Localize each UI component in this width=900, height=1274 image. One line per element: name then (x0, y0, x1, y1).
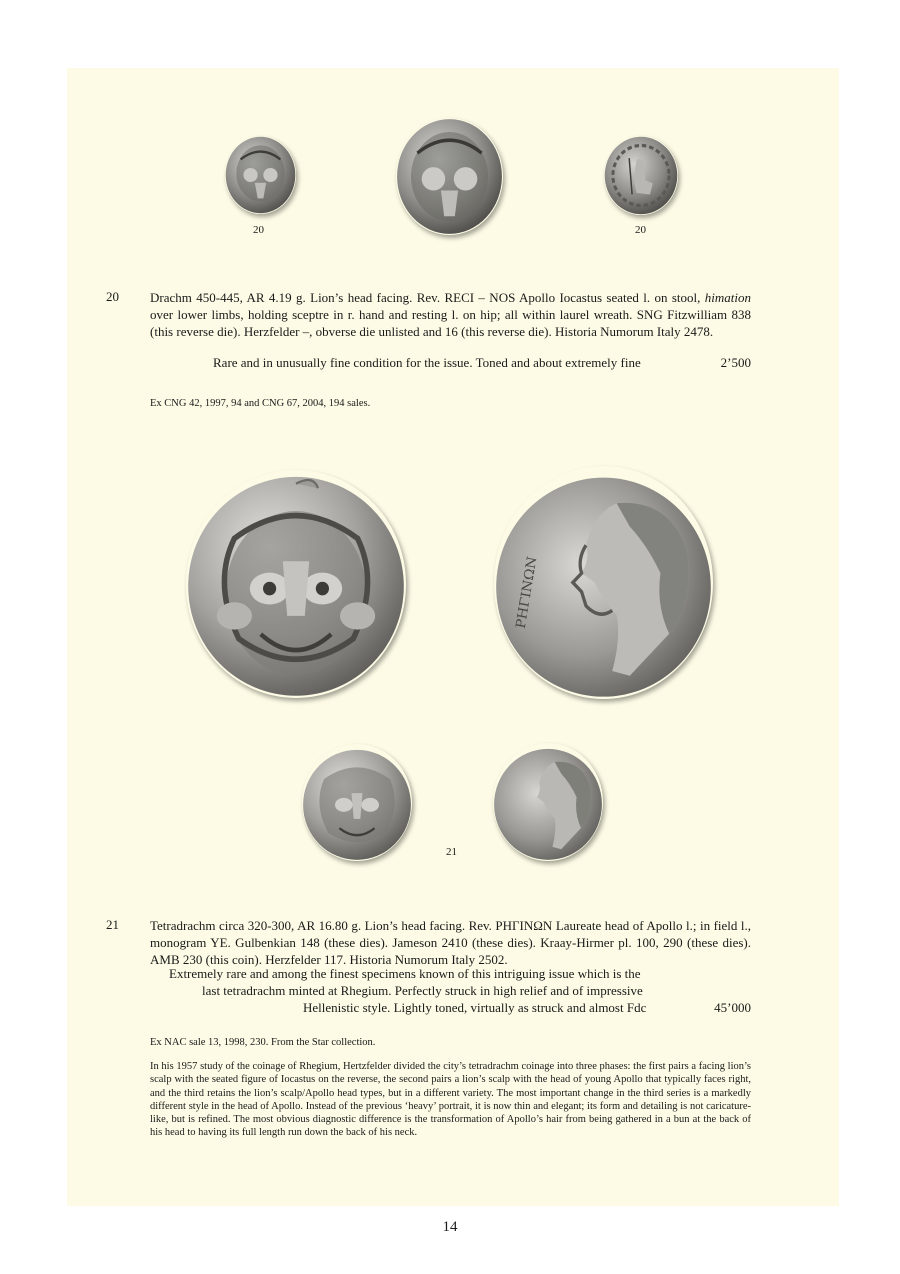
lot21-description: Tetradrachm circa 320-300, AR 16.80 g. Lion’s head facing. Rev. ΡΗΓΙΝΩΝ Laureate head of Apollo l.; in field l., monogram YE. Gulbenkian 148 (these dies). Jameson 2410 (these dies). Kraay-Hirmer pl. 100, 290 (these dies). AMB 230 (this coin). Herzfelder 117. Historia Numorum Italy 2502. (150, 918, 751, 967)
lot20-reverse-coin (604, 136, 678, 215)
lot20-obverse-small-coin (225, 136, 296, 214)
lot20-description-part1: Drachm 450-445, AR 4.19 g. Lion’s head facing. Rev. RECI – NOS Apollo Iocastus seated l. on stool, (150, 290, 705, 305)
lot21-reverse-small-coin (493, 743, 603, 861)
lot21-price: 45’000 (714, 1000, 751, 1015)
lot20-description (150, 289, 751, 340)
page-number: 14 (442, 1219, 458, 1235)
lot20-description-italic: himation (704, 290, 751, 305)
lot21-number: 21 (106, 917, 119, 932)
lot20-caption-right: 20 (635, 224, 646, 236)
svg-text:ΡΗΓΙΝΩΝ: ΡΗΓΙΝΩΝ (513, 555, 541, 630)
lot20-caption-left: 20 (253, 224, 264, 236)
lot21-grade-line2: last tetradrachm minted at Rhegium. Perfectly struck in high relief and of impressive (202, 983, 643, 998)
lot21-provenance: Ex NAC sale 13, 1998, 230. From the Star collection. (150, 1037, 376, 1048)
lot20-description-part2: over lower limbs, holding sceptre in r. hand and resting l. on hip; all within laurel wreath. SNG Fitzwilliam 838 (this reverse die). Herzfelder –, obverse die unlisted and 16 (this reverse die). Historia Numorum Italy 2478. (150, 307, 751, 339)
lot21-obverse-large-coin (186, 470, 406, 698)
lot20-obverse-large-coin (396, 118, 503, 235)
lot21-grade-line3: Hellenistic style. Lightly toned, virtually as struck and almost Fdc (303, 1000, 647, 1015)
lot21-note: In his 1957 study of the coinage of Rhegium, Hertzfelder divided the city’s tetradrachm coinage into three phases: the first pairs a facing lion’s scalp with the seated figure of Iocastus on the reverse, the second pairs a lion’s scalp with the head of young Apollo that typically faces right, and the third retains the lion’s scalp/Apollo head types, but in a different variety. The most important change in the third series is a markedly different style in the head of Apollo. Instead of the previous ‘heavy’ portrait, it is now thin and elegant; its form and detailing is not caricature-like, but is refined. The most obvious diagnostic difference is the transformation of Apollo’s hair from being gathered in a bun at the back of his head to having its full length run down the back of his neck. (150, 1061, 751, 1139)
lot20-price: 2’500 (720, 355, 751, 370)
lot21-reverse-large-coin (494, 466, 713, 699)
lot20-provenance: Ex CNG 42, 1997, 94 and CNG 67, 2004, 194 sales. (150, 398, 371, 409)
lot20-grade: Rare and in unusually fine condition for the issue. Toned and about extremely fine (213, 355, 641, 370)
lot20-number: 20 (106, 289, 119, 304)
lot21-obverse-small-coin (302, 744, 412, 861)
lot21-grade-line1: Extremely rare and among the finest specimens known of this intriguing issue which is the (169, 966, 641, 981)
lot21-caption: 21 (446, 846, 457, 858)
